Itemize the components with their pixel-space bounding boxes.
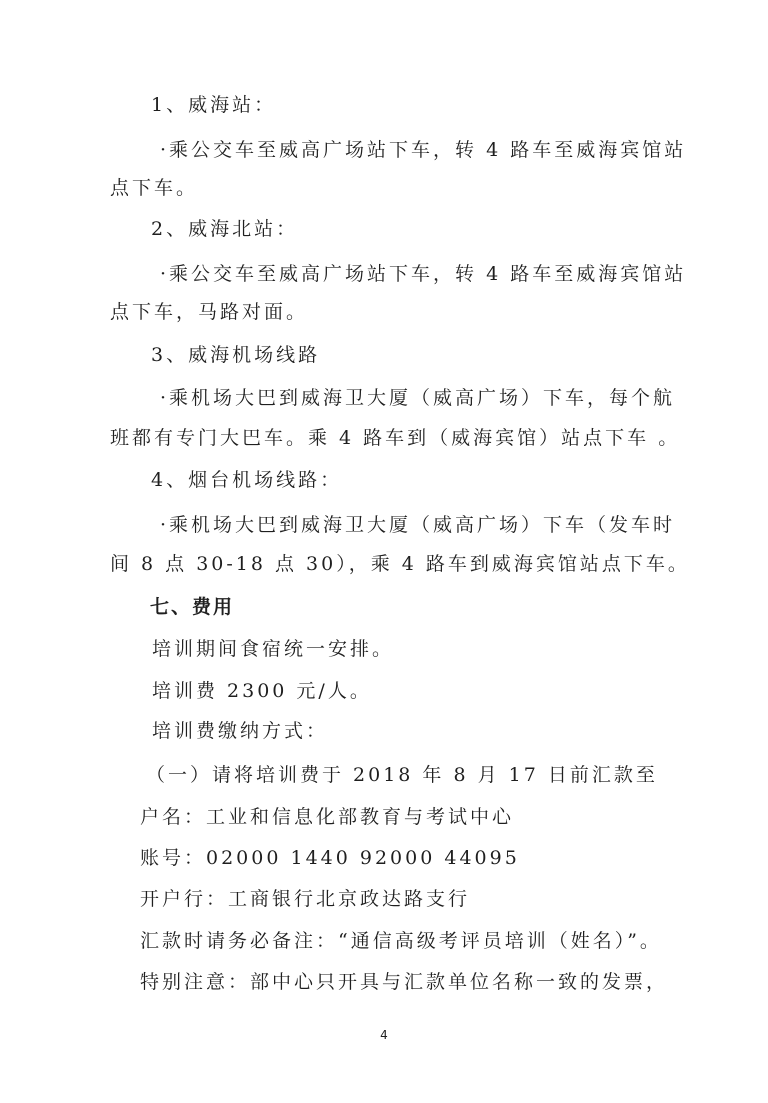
item-weihai-station-route: ·乘公交车至威高广场站下车，转 4 路车至威海宾馆站 [160,139,687,161]
item-weihai-airport: 3、威海机场线路 [151,344,321,366]
item-weihai-north-route: ·乘公交车至威高广场站下车，转 4 路车至威海宾馆站 [160,263,687,285]
text-remittance-note: 汇款时请务必备注：“通信高级考评员培训（姓名）”。 [140,930,662,952]
page-number: 4 [380,1028,388,1042]
item-yantai-airport: 4、烟台机场线路： [151,469,343,491]
item-weihai-airport-route-cont: 班都有专门大巴车。乘 4 路车到（威海宾馆）站点下车 。 [110,427,681,449]
item-weihai-north-station: 2、威海北站： [151,218,299,240]
item-weihai-north-route-cont: 点下车，马路对面。 [110,301,309,323]
text-account-number: 账号：02000 1440 92000 44095 [140,847,520,869]
item-weihai-station: 1、威海站： [151,94,277,116]
text-account-name: 户名：工业和信息化部教育与考试中心 [140,806,515,828]
item-weihai-airport-route: ·乘机场大巴到威海卫大厦（威高广场）下车，每个航 [160,387,676,409]
section-heading-fees: 七、费用 [150,596,235,618]
text-training-fee: 培训费 2300 元/人。 [152,680,372,702]
text-payment-deadline: （一）请将培训费于 2018 年 8 月 17 日前汇款至 [146,764,658,786]
text-accommodation: 培训期间食宿统一安排。 [152,638,395,660]
item-yantai-airport-route-cont: 间 8 点 30-18 点 30），乘 4 路车到威海宾馆站点下车。 [110,553,690,575]
text-bank: 开户行：工商银行北京政达路支行 [140,888,471,910]
text-payment-method: 培训费缴纳方式： [152,720,329,742]
item-yantai-airport-route: ·乘机场大巴到威海卫大厦（威高广场）下车（发车时 [160,514,676,536]
text-special-notice: 特别注意：部中心只开具与汇款单位名称一致的发票， [140,971,669,993]
item-weihai-station-route-cont: 点下车。 [110,177,199,199]
